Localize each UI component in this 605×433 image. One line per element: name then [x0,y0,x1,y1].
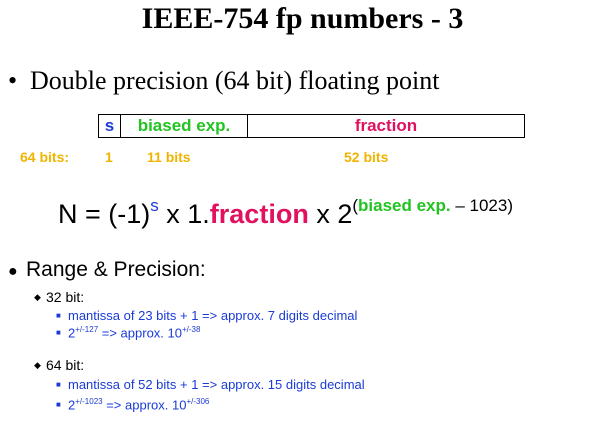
diamond-bullet-icon: ◆ [34,292,41,302]
bullet-dot-icon: ● [8,263,18,280]
fraction-bits-label: 52 bits [344,149,389,165]
formula-exp-rest: – 1023) [450,196,514,215]
power-exponent: +/-306 [186,397,210,406]
power-base: 2 [68,325,76,341]
list-item-text: mantissa of 52 bits + 1 => approx. 15 digits decimal [68,377,365,392]
formula-exponent [352,196,513,215]
value-formula [58,196,513,230]
formula-exp-label: biased exp. [358,196,451,215]
sign-field: s [99,115,121,137]
power-base: 2 [68,397,76,413]
range-heading [8,258,206,282]
power-exponent: +/-38 [181,325,201,334]
power-exponent: +/-1023 [75,397,103,406]
main-bullet [8,66,439,96]
bullet-dot-icon: • [8,66,18,95]
square-bullet-icon: ■ [56,400,61,410]
slide-title: IEEE-754 fp numbers - 3 [141,2,464,35]
list-item [56,308,357,323]
formula-lhs: N = (-1) [58,199,151,229]
main-bullet-text: Double precision (64 bit) floating point [30,66,440,95]
diamond-bullet-icon: ◆ [34,360,41,370]
list-item-text: mantissa of 23 bits + 1 => approx. 7 digits decimal [68,308,358,323]
group-label: 32 bit: [46,289,85,305]
formula-exp-open: ( [352,196,359,215]
power-exponent: +/-127 [75,325,99,334]
list-item-text: => approx. 10 [98,325,182,341]
fraction-field: fraction [354,116,418,135]
formula-times-two: x 2 [308,199,353,229]
list-item [56,377,365,392]
group-32-bit [34,289,84,305]
formula-sign-exponent: s [150,196,159,215]
square-bullet-icon: ■ [56,380,61,389]
formula-fraction: fraction [209,199,309,229]
exponent-field: biased exp. [121,115,248,137]
list-item [56,325,200,340]
exponent-bits-label: 11 bits [147,149,191,165]
formula-times-one: x 1. [158,199,210,229]
list-item-text: => approx. 10 [102,397,187,413]
format-diagram [98,114,525,138]
square-bullet-icon: ■ [56,311,61,320]
square-bullet-icon: ■ [56,328,61,338]
list-item [56,397,209,412]
sign-bits-label: 1 [105,149,113,165]
total-bits-label: 64 bits: [20,149,70,165]
group-64-bit [34,357,84,373]
range-heading-text: Range & Precision: [26,258,206,281]
group-label: 64 bit: [46,357,85,373]
